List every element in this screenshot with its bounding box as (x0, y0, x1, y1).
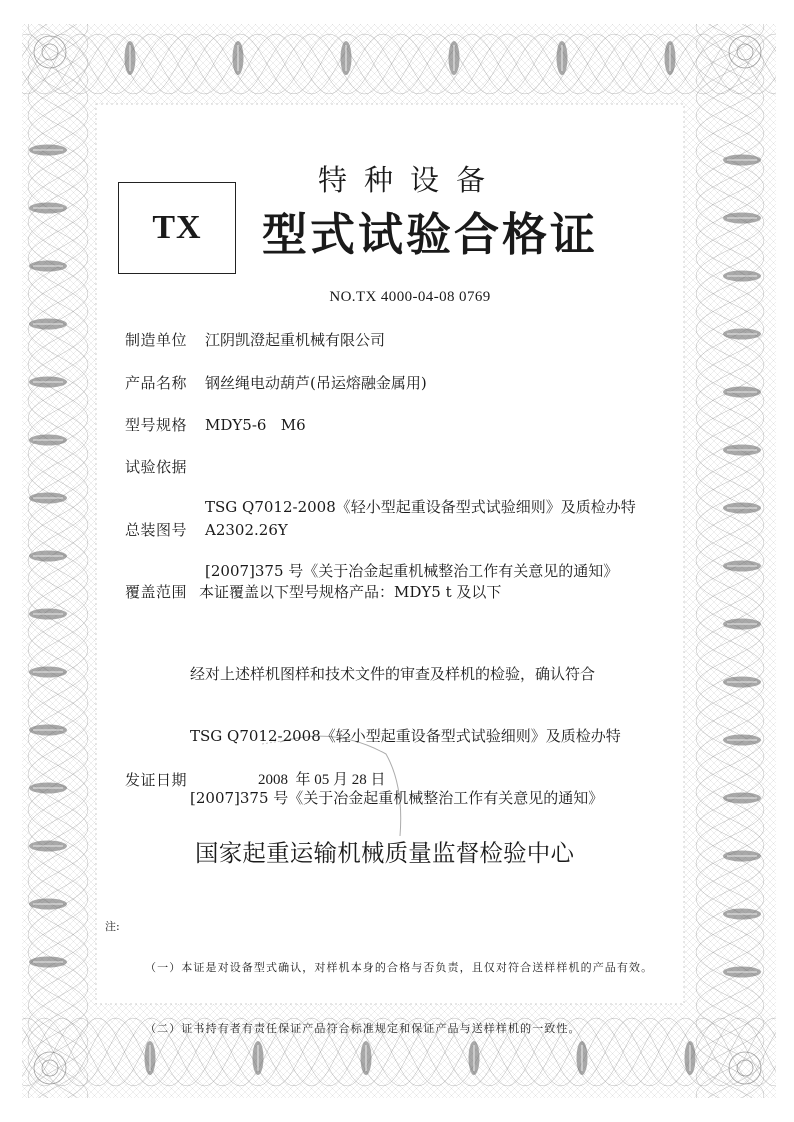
notes-list (145, 917, 653, 1079)
certificate-category: 特种设备 (318, 163, 503, 197)
note-item: （一）本证是对设备型式确认，对样机本身的合格与否负责，且仅对符合送样样机的产品有效。 (145, 961, 654, 974)
conclusion-paragraph (190, 623, 621, 849)
test-basis-line: [2007]375 号《关于冶金起重机械整治工作有关意见的通知》 (205, 562, 619, 580)
field-value-coverage: 本证覆盖以下型号规格产品：MDY5 t 及以下 (199, 583, 502, 601)
tx-mark-box (118, 182, 236, 274)
issue-date-label: 发证日期 (125, 771, 188, 789)
field-label-model: 型号规格 (125, 416, 188, 434)
field-label-manufacturer: 制造单位 (125, 331, 188, 349)
field-label-product-name: 产品名称 (125, 374, 188, 392)
certificate-number: NO.TX 4000-04-08 0769 (329, 289, 491, 305)
notes-label: 注: (105, 920, 120, 933)
note-item: （二）证书持有者有责任保证产品符合标准规定和保证产品与送样样机的一致性。 (145, 1022, 581, 1035)
issue-date-value: 2008 年 05 月 28 日 (258, 772, 386, 788)
certificate-title: 型式试验合格证 (262, 208, 599, 261)
conclusion-line: 经对上述样机图样和技术文件的审查及样机的检验，确认符合 (190, 665, 596, 683)
tx-mark: TX (152, 209, 202, 246)
field-label-coverage: 覆盖范围 (125, 583, 188, 601)
field-value-product-name: 钢丝绳电动葫芦(吊运熔融金属用) (205, 374, 427, 392)
field-value-manufacturer: 江阴凯澄起重机械有限公司 (205, 331, 386, 349)
conclusion-line: TSG Q7012-2008《轻小型起重设备型式试验细则》及质检办特 (190, 727, 621, 745)
issuing-authority: 国家起重运输机械质量监督检验中心 (195, 839, 575, 867)
field-value-model: MDY5-6 M6 (205, 416, 306, 434)
field-label-drawing-no: 总装图号 (125, 521, 188, 539)
test-basis-line: TSG Q7012-2008《轻小型起重设备型式试验细则》及质检办特 (205, 498, 636, 516)
field-label-test-basis: 试验依据 (125, 458, 188, 476)
field-value-drawing-no: A2302.26Y (205, 521, 288, 539)
conclusion-line: [2007]375 号《关于冶金起重机械整治工作有关意见的通知》 (190, 789, 604, 807)
